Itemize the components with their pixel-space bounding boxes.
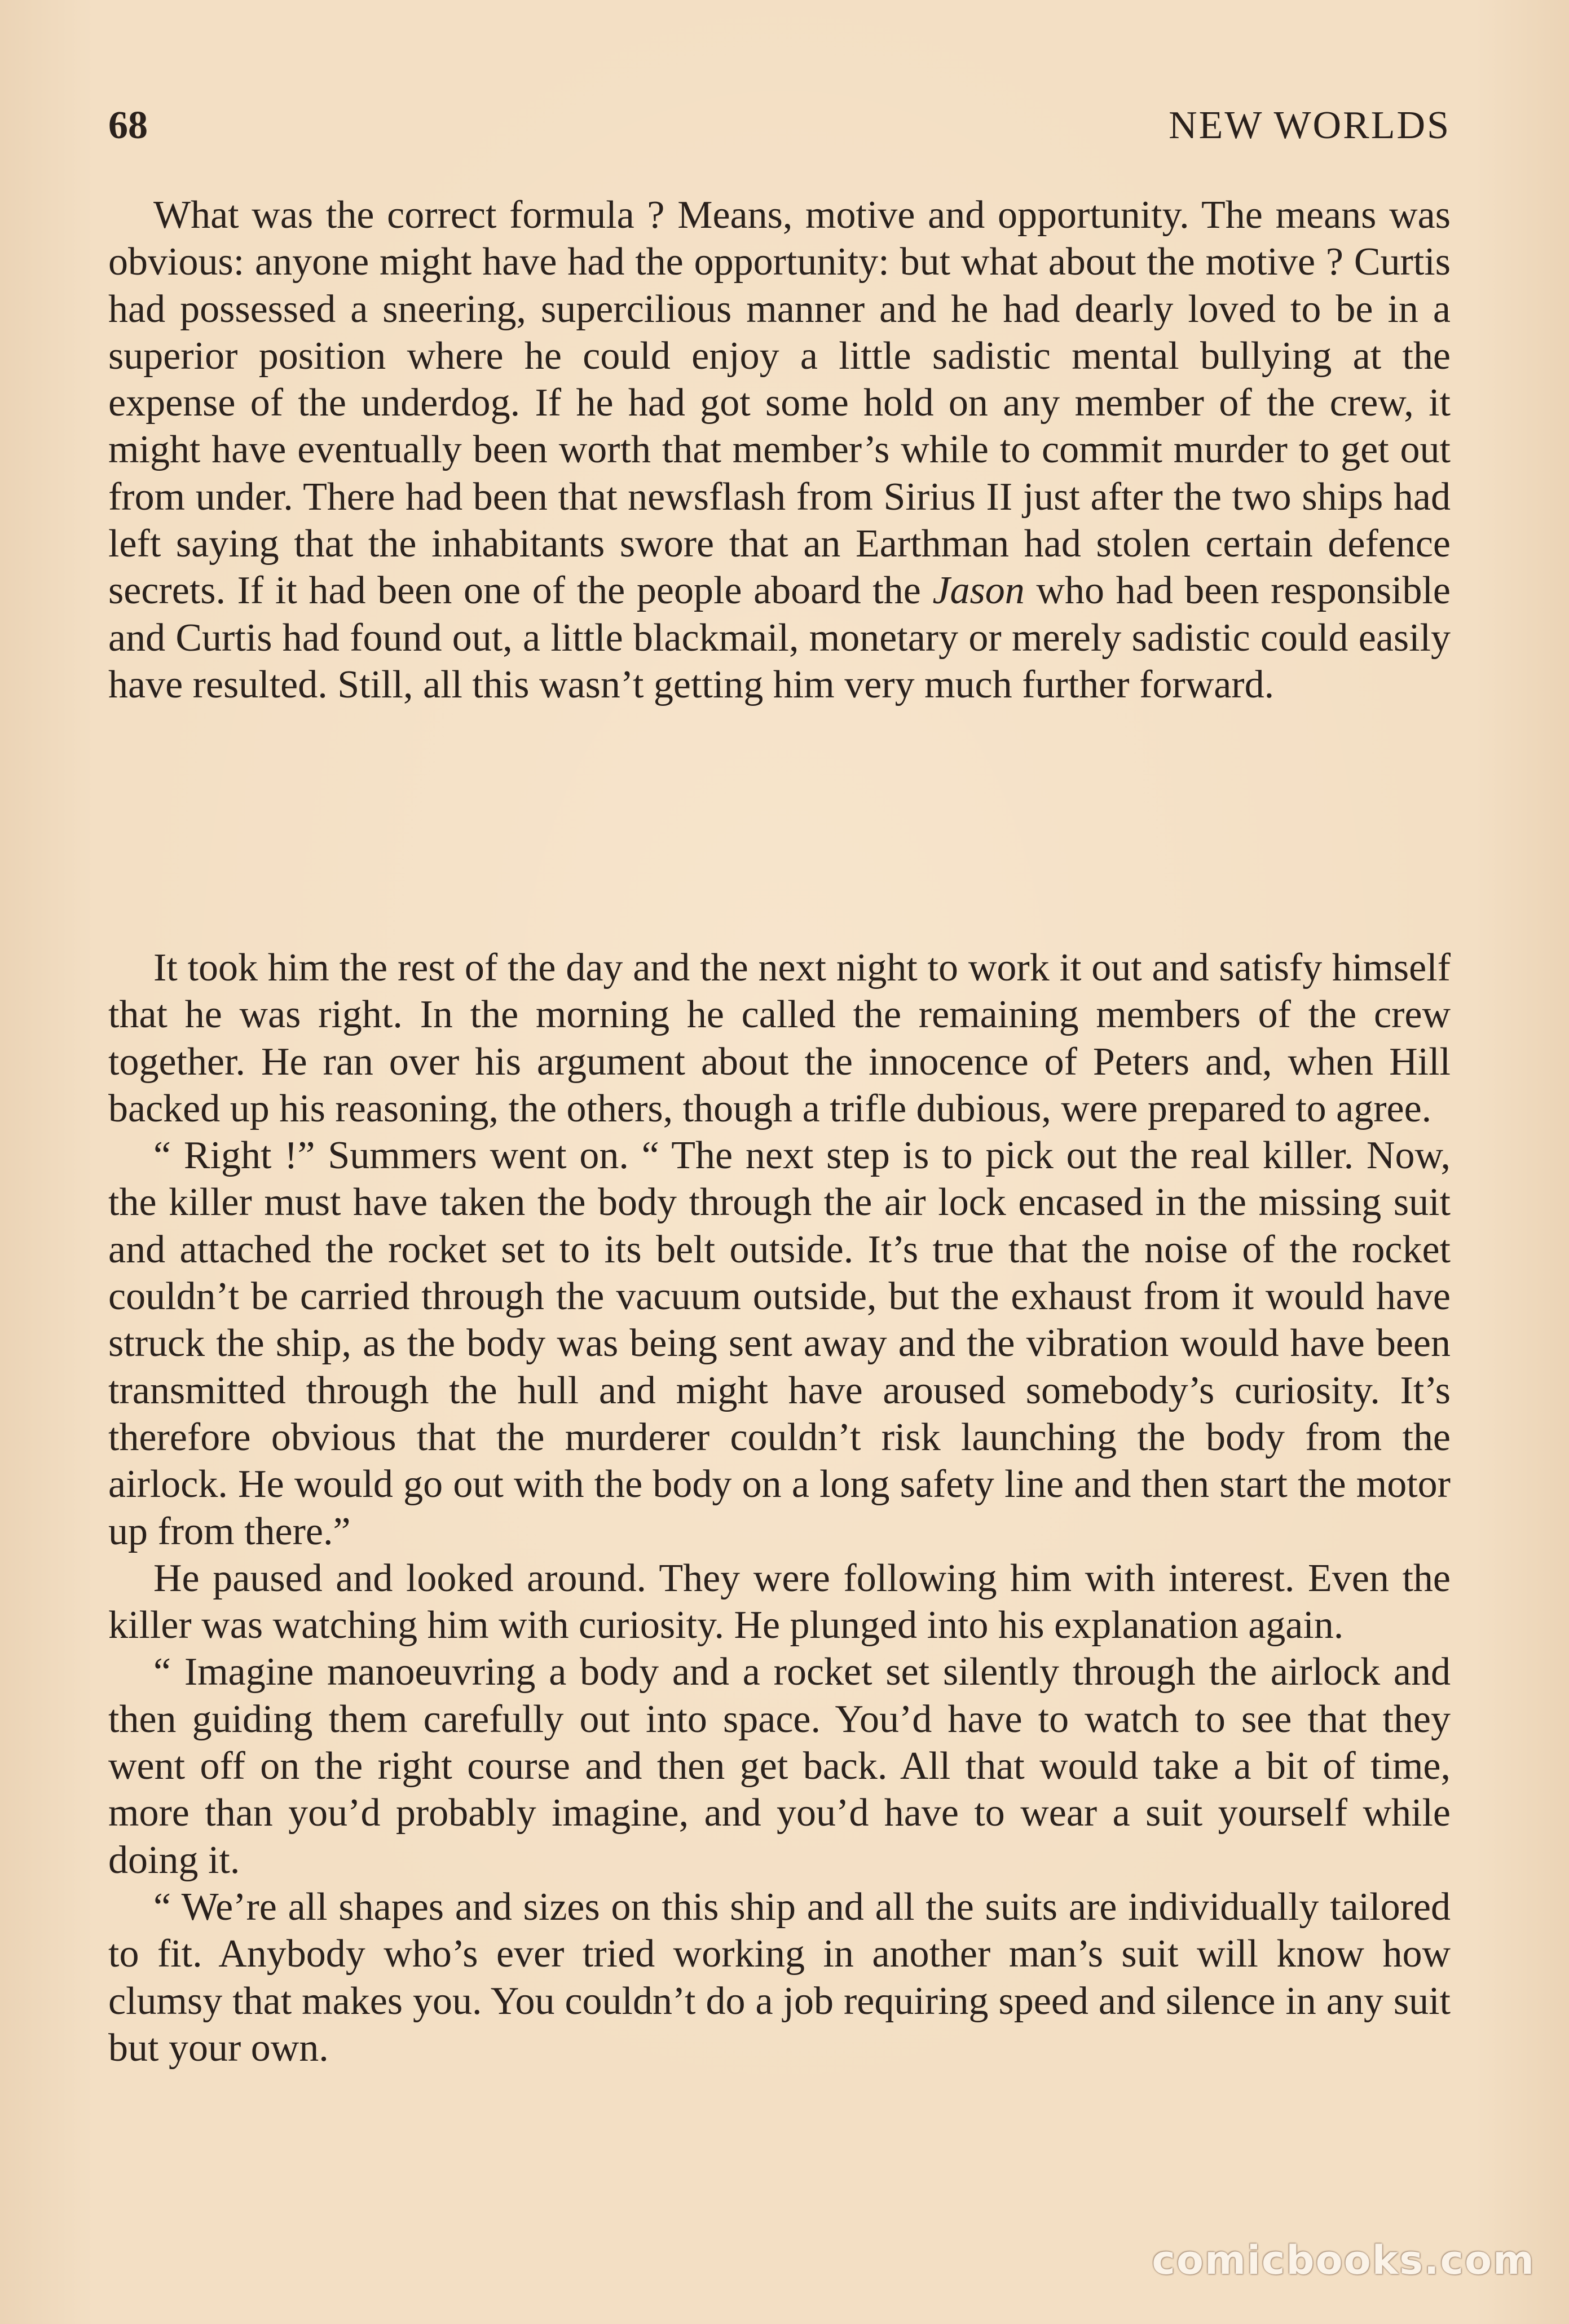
text-section-2: [108, 944, 1451, 2071]
paragraph: He paused and looked around. They were following him with interest. Even the killer was watching him with curiosity. He plunged into his explanation again.: [108, 1556, 1451, 1647]
paragraph-text: who had been responsible and Curtis had found out, a little blackmail, monetary or merely sadistic could easily have resulted. Still, all this wasn’t getting him very much further forward.: [108, 569, 1451, 706]
text-section-1: [108, 192, 1451, 708]
paragraph: [108, 192, 1451, 708]
paragraph: It took him the rest of the day and the next night to work it out and satisfy himself that he was right. In the morning he called the remaining members of the crew together. He ran over his argument about the innocence of Peters and, when Hill backed up his reasoning, the others, though a trifle dubious, were prepared to agree.: [108, 946, 1451, 1130]
paragraph-text: What was the correct formula ? Means, motive and opportunity. The means was obvious: anyone might have had the opportunity: but what about the motive ? Curtis had possessed a sneering, supercilious manner and he had dearly loved to be in a superior position where he could enjoy a little sadistic mental bullying at the expense of the underdog. If he had got some hold on any member of the crew, it might have eventually been worth that member’s while to commit murder to get out from under. There had been that newsflash from Sirius II just after the two ships had left saying that the inhabitants swore that an Earthman had stolen certain defence secrets. If it had been one of the people aboard the: [108, 193, 1451, 613]
watermark: comicbooks.com: [1152, 2237, 1535, 2283]
paragraph: “ Right !” Summers went on. “ The next step is to pick out the real killer. Now, the killer must have taken the body through the air lock encased in the missing suit and attached the rocket set to its belt outside. It’s true that the noise of the rocket couldn’t be carried through the vacuum outside, but the exhaust from it would have struck the ship, as the body was being sent away and the vibration would have been transmitted through the hull and might have aroused somebody’s curiosity. It’s therefore obvious that the murderer couldn’t risk launching the body from the airlock. He would go out with the body on a long safety line and then start the motor up from there.”: [108, 1134, 1451, 1553]
page-header: [108, 100, 1451, 151]
paragraph: “ We’re all shapes and sizes on this ship and all the suits are individually tailored to fit. Anybody who’s ever tried working in another man’s suit will know how clumsy that makes you. You couldn’t do a job requiring speed and silence in any suit but your own.: [108, 1885, 1451, 2070]
paragraph: “ Imagine manoeuvring a body and a rocket set silently through the airlock and then guiding them carefully out into space. You’d have to watch to see that they went off on the right course and then get back. All that would take a bit of time, more than you’d probably imagine, and you’d have to wear a suit yourself while doing it.: [108, 1650, 1451, 1882]
running-head: NEW WORLDS: [1169, 104, 1451, 147]
ship-name-italic: Jason: [932, 569, 1025, 613]
page-number: 68: [108, 104, 148, 147]
